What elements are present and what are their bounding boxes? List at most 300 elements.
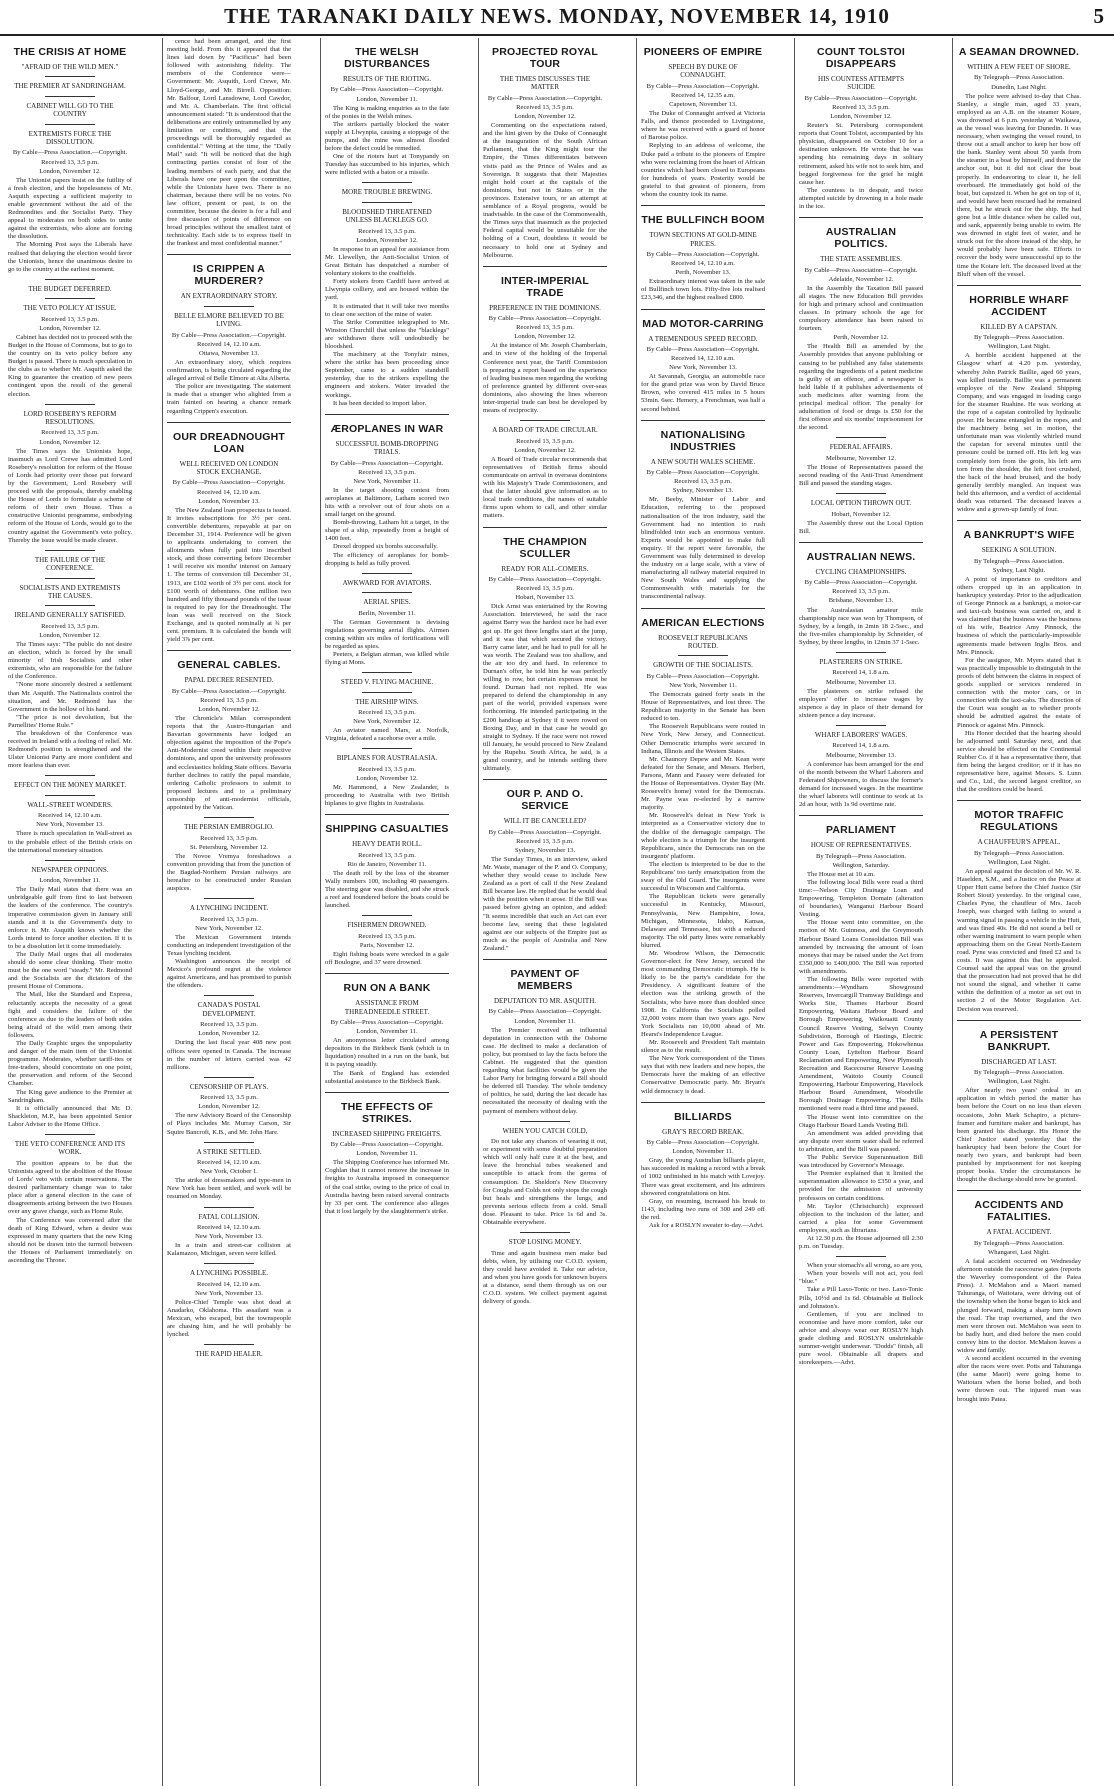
column-rule bbox=[204, 1142, 254, 1143]
article-headline: ACCIDENTS AND FATALITIES. bbox=[974, 1199, 1064, 1224]
article-dateline: Wellington, Last Night. bbox=[987, 1078, 1051, 1086]
column-2 bbox=[162, 38, 295, 1786]
article-dateline: Wellington, Last Night. bbox=[987, 343, 1051, 351]
article-paragraph: Reuter's St. Petersburg correspondent reports that Count Tolstoi, accompanied by his physician, disappeared on October 10 for a destination unknown. He wrote that he was spending his remaining days in solitary retirement, asked his wife not to seek him, and begged forgiveness for the grief he might cause her. bbox=[799, 122, 923, 186]
article-dateline: Melbourne, November 12. bbox=[826, 454, 896, 462]
column-rule bbox=[957, 1020, 1081, 1021]
article-paragraph: When your bowels will not act, you feel "blue." bbox=[799, 1270, 923, 1286]
page-number: 5 bbox=[1093, 4, 1104, 28]
column-rule bbox=[362, 202, 412, 203]
column-rule bbox=[325, 414, 449, 415]
article-dateline: London, November 11. bbox=[356, 1028, 418, 1036]
article-dateline: London, November 12. bbox=[39, 631, 101, 639]
article-paragraph: The strikers partially blocked the water supply at Llwynpia, causing a stoppage of the pumps, and the mine was almost flooded before the defect could be remedied. bbox=[325, 120, 449, 153]
article-subheading: PREFERENCE IN THE DOMINIONS. bbox=[489, 303, 601, 312]
article-subheading: BLOODSHED THREATENED UNLESS BLACKLEGS GO. bbox=[342, 207, 432, 225]
article-subheading: WALL-STREET WONDERS. bbox=[27, 800, 113, 809]
article-dateline: By Cable—Press Association.—Copyright. bbox=[487, 94, 603, 102]
article-dateline: London, November 11. bbox=[672, 1148, 734, 1156]
article-paragraph: One of the rioters hurt at Tonypandy on Tuesday has succumbed to his injuries, which were inflicted with a baton or a missile. bbox=[325, 153, 449, 177]
article-paragraph: For the assignee, Mr. Myers stated that it was practically impossible to distinguish in the proofs of debt between the claims in respect of goods supplied or services rendered in connection with the motor cars, or in connection with the taxi-cabs. The direction of the Court was sought as to whether proofs should be admitted against the estate of Pinnock or against Mrs. Pinnock. bbox=[957, 656, 1081, 729]
column-rule bbox=[204, 1344, 254, 1345]
article-dateline: By Cable—Press Association—Copyright. bbox=[646, 345, 760, 353]
column-rule bbox=[45, 795, 95, 796]
article-paragraph: Commenting on the expectations raised, and the hint given by the Duke of Connaught at the inauguration of the South African Parliament, that the King might tour the Empire, the Times differentiates between visits paid as the Prince of Wales and as Sovereign. It suggests that their Majesties might hold court at the capitals of the dominions, but not in States or in the provinces. Extensive tours, or an attempt at semblance of a Royal progress, would be inadvisable. In the case of the Commonwealth, the Times says that inasmuch as the projected Federal capital would be unsuitable for the holding of a Court, doubtless it would be necessary to hold one at Sydney and Melbourne. bbox=[483, 122, 607, 259]
article-dateline: Received 14, 12.10 a.m. bbox=[197, 340, 261, 348]
article-paragraph: The Times says the Unionists hope, inasmuch as Lord Crewe has admitted Lord Rosebery's resolution for reform of the House of Lords had priority over those put forward by the Government, Lord Rosebery will proceed with the proposals, thereby enabling the House of Lords to formulate a scheme of reform of their own House. Thus a constructive Unionist programme, embodying reform of the House of Lords, would go to the country against the Government's veto policy. Thereby the issue would be made clearer. bbox=[8, 447, 132, 544]
article-dateline: Perth, November 13. bbox=[675, 269, 731, 277]
column-6 bbox=[794, 38, 927, 1786]
article-dateline: Dunedin, Last Night. bbox=[991, 83, 1047, 91]
article-headline: IS CRIPPEN A MURDERER? bbox=[192, 263, 266, 288]
article-dateline: Whangarei, Last Night. bbox=[988, 1248, 1050, 1256]
article-headline: THE CRISIS AT HOME bbox=[13, 46, 127, 58]
article-subheading: HOUSE OF REPRESENTATIVES. bbox=[810, 841, 912, 850]
article-dateline: Hobart, November 13. bbox=[515, 594, 575, 602]
column-rule bbox=[325, 973, 449, 974]
article-dateline: Received 13, 3.5 p.m. bbox=[358, 932, 416, 940]
article-headline: THE EFFECTS OF STRIKES. bbox=[340, 1100, 434, 1125]
article-dateline: Received 13, 3.5 p.m. bbox=[516, 837, 574, 845]
article-dateline: Received 13, 3.5 p.m. bbox=[200, 1094, 258, 1102]
article-headline: A PERSISTENT BANKRUPT. bbox=[979, 1028, 1059, 1053]
article-paragraph: A horrible accident happened at the Glasgow wharf at 4.20 p.m. yesterday, whereby John Patrick Baillie, aged 60 years, was killed instantly. Baillie was a permanent employee of the New Zealand Shipping Company, and was engaged in loading cargo for the steamer Ruahine. He was working at the rope of a capstan controlled by hydraulic power. He became entangled in the ropes, and the machinery being set in motion, the unfortunate man was violently whirled round the capstan for several minutes until the pressure could be turned off. His left leg was completely torn from the groin, his left arm torn from the shoulder, the left foot crushed, the back of the head bruised, and the body generally terribly mangled. An inquest was held this afternoon, and a verdict of accidental death was returned. The deceased leaves a widow and a grown-up family of four. bbox=[957, 352, 1081, 514]
article-dateline: Ottawa, November 13. bbox=[198, 349, 260, 357]
article-subheading: THE STATE ASSEMBLIES. bbox=[820, 255, 902, 264]
column-1 bbox=[4, 38, 136, 1786]
column-rule bbox=[641, 420, 765, 421]
article-dateline: Received 14, 1.8 a.m. bbox=[832, 742, 890, 750]
article-dateline: Received 14, 12.10 a.m. bbox=[197, 1223, 261, 1231]
article-dateline: By Telegraph—Press Association. bbox=[973, 849, 1065, 857]
article-subheading: STEED V. FLYING MACHINE. bbox=[340, 678, 434, 687]
article-subheading: WELL RECEIVED ON LONDON STOCK EXCHANGE. bbox=[179, 459, 279, 476]
article-dateline: By Telegraph—Press Association. bbox=[815, 852, 907, 860]
article-paragraph: Time and again business men make bad debts, when, by utilising our C.O.D. system, they could have avoided it. Take our advice, and when you have goods for unknown buyers at a distance, send them through us on our C.O.D. system. We collect payment against delivery of goods. bbox=[483, 1249, 607, 1306]
article-subheading: HIS COUNTESS ATTEMPTS SUICIDE bbox=[818, 75, 904, 92]
column-rule bbox=[678, 655, 728, 656]
article-subheading: DEPUTATION TO MR. ASQUITH. bbox=[493, 997, 597, 1006]
article-dateline: Hobart, November 12. bbox=[831, 510, 891, 518]
article-dateline: New York, November 13. bbox=[669, 364, 737, 372]
column-rule bbox=[799, 217, 923, 218]
article-subheading: NEWSPAPER OPINIONS. bbox=[31, 865, 109, 874]
article-headline: PROJECTED ROYAL TOUR bbox=[492, 46, 598, 70]
article-subheading: BELLE ELMORE BELIEVED TO BE LIVING. bbox=[174, 311, 284, 329]
article-dateline: By Cable—Press Association—Copyright. bbox=[330, 1018, 444, 1026]
article-dateline: New York, November 12. bbox=[353, 718, 421, 726]
article-subheading: CANADA'S POSTAL DEVELOPMENT. bbox=[197, 1001, 261, 1018]
article-paragraph: Mr. Woodrow Wilson, the Democratic Governor-elect for New Jersey, secured the most commanding Democratic triumph. He is likely to be the party's candidate for the Presidency. A significant feature of the election was the striking growth of the Socialists, who have more than doubled since 1908. In California the Socialists polled 32,000 votes more than two years ago. New York Socialists ran 10,000 ahead of Mr. Hearst's Independence League. bbox=[641, 949, 765, 1038]
article-dateline: By Cable—Press Association—Copyright. bbox=[646, 469, 760, 477]
column-rule bbox=[520, 1232, 570, 1233]
column-rule bbox=[483, 266, 607, 267]
article-dateline: Berlin, November 11. bbox=[358, 609, 416, 617]
article-subheading: HEAVY DEATH ROLL. bbox=[352, 840, 422, 849]
column-rule bbox=[204, 1207, 254, 1208]
article-subheading: CABINET WILL GO TO THE COUNTRY bbox=[26, 101, 114, 119]
article-subheading: GROWTH OF THE SOCIALISTS. bbox=[653, 661, 753, 670]
article-subheading: MORE TROUBLE BREWING. bbox=[341, 188, 433, 197]
column-rule bbox=[325, 814, 449, 815]
article-paragraph: The German Government is devising regulations governing aerial flights. Airmen coming within six miles of fortifications will be regarded as spies. bbox=[325, 618, 449, 650]
article-dateline: New York, November 12. bbox=[195, 924, 263, 932]
column-rule bbox=[957, 1190, 1081, 1191]
article-dateline: London, November 12. bbox=[39, 438, 101, 446]
article-headline: COUNT TOLSTOI DISAPPEARS bbox=[817, 46, 905, 70]
article-dateline: By Cable—Press Association—Copyright. bbox=[330, 459, 444, 467]
article-subheading: STOP LOSING MONEY. bbox=[508, 1238, 582, 1247]
article-headline: THE WELSH DISTURBANCES bbox=[344, 46, 430, 70]
article-subheading: DISCHARGED AT LAST. bbox=[981, 1057, 1057, 1066]
column-rule bbox=[362, 748, 412, 749]
article-dateline: Rio de Janeiro, November 11. bbox=[347, 860, 427, 868]
article-paragraph: The Public Service Superannuation Bill was introduced by Governor's Message. bbox=[799, 1154, 923, 1170]
article-subheading: CYCLING CHAMPIONSHIPS. bbox=[815, 567, 907, 576]
article-dateline: London, November 12. bbox=[514, 113, 576, 120]
article-paragraph: Dick Arnst was entertained by the Rowing Association. Interviewed, he said the race against Barry was the hardest race he had ever got up. He got three lengths start at the jump, and it was that which secured the victory. Barry came later, and he had to pull for all he was worth. The Zealand was too shallow, and the air too dry and hard. In reference to Durnan's offer, he told him he was perfectly willing to row, but certain expenses must be found. Durnan had not replied. He was prepared to defend the championship in any part of the world, provided expenses were forthcoming. He intended participating in the £200 handicap at Sydney if it were rowed on Boxing Day, and in that case he would go straight to Sydney. If the race were not rowed till January, he would proceed to New Zealand by the Rupehu. South Africa, he said, is a grand country, and he intends settling there ultimately. bbox=[483, 603, 607, 773]
article-paragraph: The Republican tickets were generally successful in Kentucky, Missouri, Pennsylvania, New Hampshire, Iowa, Michigan, Minnesota, Idaho, Kansas, Delaware and Tennessee, but with a reduced majority. The old party lines were remarkably blurred. bbox=[641, 893, 765, 949]
column-rule bbox=[45, 124, 95, 125]
article-paragraph: The strike of dressmakers and type-men in New York has been settled, and work will be resumed on Monday. bbox=[167, 1177, 291, 1201]
column-rule bbox=[957, 520, 1081, 521]
article-headline: INTER-IMPERIAL TRADE bbox=[501, 274, 589, 299]
article-paragraph: It is estimated that it will take two months to clear one section of the mine of water. bbox=[325, 302, 449, 318]
column-rule bbox=[45, 550, 95, 551]
article-paragraph: Do not take any chances of wearing it out, or experiment with some doubtful preparation which will only half cure it at the best, and leave the bronchial tubes weakened and susceptible to attack from the germs of consumption. Dr. Sheldon's New Discovery for Coughs and Colds not only stops the cough but heals and strengthens the lungs, and prevents serious effects from a cold. Small dose. Pleasant to take. Price 1s 6d and 3s. Obtainable everywhere. bbox=[483, 1138, 607, 1226]
column-rule bbox=[836, 1256, 886, 1257]
article-dateline: Received 13, 3.5 p.m. bbox=[358, 709, 416, 717]
article-subheading: WILL IT BE CANCELLED? bbox=[503, 817, 587, 826]
article-dateline: By Cable—Press Association—Copyright. bbox=[646, 672, 760, 680]
article-dateline: Adelaide, November 12. bbox=[828, 275, 894, 283]
article-paragraph: The House went into committee on the Otago Harbour Board Lands Vesting Bill. bbox=[799, 1113, 923, 1129]
column-rule bbox=[836, 437, 886, 438]
newspaper-columns bbox=[4, 38, 1110, 1786]
article-headline: A BANKRUPT'S WIFE bbox=[963, 529, 1075, 542]
article-dateline: Received 13, 3.5 p.m. bbox=[358, 468, 416, 476]
article-paragraph: The Morning Post says the Liberals have realised that delaying the election would favor the Unionists, hence the unanimous desire to go to the country at the earliest moment. bbox=[8, 241, 132, 273]
article-paragraph: Forty stokers from Cardiff have arrived at Llwynpia colliery, and are housed within the yard. bbox=[325, 278, 449, 302]
article-paragraph: The House of Representatives passed the second reading of the Anti-Trust Amendment Bill and passed the standing stages. bbox=[799, 463, 923, 488]
article-paragraph: The Daily Mail urges that all moderates should do some clear thinking. Their motto must be the one word "steady." Mr. Redmond and the Socialists are the dictators of the present House of Commons. bbox=[8, 950, 132, 991]
article-paragraph: Mr. Roosevelt and President Taft maintain silence as to the result. bbox=[641, 1039, 765, 1055]
article-paragraph: Gentlemen, if you are inclined to economise and have more comfort, take our advice and always wear our ROSLYN high grade clothing and ROSLYN unshrinkable summer-weight underwear. "Dodds" finish, all pure wool. Obtainable all drapers and storekeepers.—Advt. bbox=[799, 1310, 923, 1367]
column-rule bbox=[204, 995, 254, 996]
article-paragraph: The new Advisory Board of the Censorship of Plays includes Mr. Murray Carson, Sir Squire Bancroft, K.B., and Mr. John Hare. bbox=[167, 1112, 291, 1136]
article-paragraph: The King gave audience to the Premier at Sandringham. bbox=[8, 1088, 132, 1104]
article-paragraph: Gray, on resuming, increased his break to 1143, including two runs of 300 and 249 off the red. bbox=[641, 1197, 765, 1221]
article-dateline: Sydney, November 13. bbox=[672, 487, 734, 495]
article-paragraph: The Duke of Connaught arrived at Victoria Falls, and thence proceeded to Livingstone, where he was received with a guard of honor of Barotse police. bbox=[641, 110, 765, 142]
column-rule bbox=[520, 420, 570, 421]
article-dateline: New York, November 13. bbox=[195, 1233, 263, 1241]
column-rule bbox=[45, 96, 95, 97]
article-dateline: New York, November 11. bbox=[353, 477, 421, 485]
article-headline: PAYMENT OF MEMBERS bbox=[510, 968, 580, 993]
column-5 bbox=[636, 38, 769, 1786]
article-subheading: THE BUDGET DEFERRED. bbox=[28, 284, 112, 293]
article-paragraph: The Shipping Conference has informed Mr. Coghlan that it cannot remove the increase in freights to Australia imposed in consequence of the coal strike, owing to the price of coal in Australia having been raised several contracts by 33 per cent. The conference also alleges that it lost largely by the slaughtermen's strike. bbox=[325, 1159, 449, 1215]
column-rule bbox=[362, 573, 412, 574]
article-dateline: Wellington, Saturday. bbox=[832, 861, 890, 869]
article-paragraph: His Honor decided that the hearing should be adjourned until Saturday next, and that service should be effected on the Continental Rubber Co. if it has a representative there, that firm being the largest creditor; or if it has no representative here, against Messrs. S. Lunn and Co., Ltd., the second largest creditor, so that the creditors could be heard. bbox=[957, 729, 1081, 794]
article-paragraph: The New Zealand loan prospectus is issued. It invites subscriptions for 3½ per cent. convertible debentures, repayable at par on December 31, 1914. Preference will be given to applicants undertaking to convert the allotments when fully paid into inscribed stock, and those converting before December 1 will receive six months' interest on January 1. The terms of conversion till December 31, 1913, are £102 worth of 3½ per cent. stock for £100 worth of debentures. One million two hundred and fifty thousand pounds of the issue is required to pay for the Dreadnought. The loan was well received on the Stock Exchange, and is quoted nominally at ¾ per cent. premium. It is calculated the bonds will yield 3⅞ per cent. bbox=[167, 506, 291, 644]
article-dateline: Received 14, 12.10 a.m. bbox=[671, 355, 735, 362]
article-dateline: Paris, November 12. bbox=[359, 941, 415, 949]
article-dateline: By Cable—Press Association—Copyright. bbox=[488, 828, 602, 836]
article-paragraph: Mr. Hammond, a New Zealander, is proceeding to Australia with two British biplanes to give flights in Australasia. bbox=[325, 784, 449, 808]
article-paragraph: Drexel dropped six bombs successfully. bbox=[333, 543, 438, 551]
article-paragraph: The Unionist papers insist on the futility of a fresh election, and the hopelessness of Mr. Asquith expecting a sufficient majority to enable government without the aid of the Redmondites and the Socialist Party. They appeal to moderates on both sides to unite against the extremists, who alone are forcing the dissolution. bbox=[8, 176, 132, 241]
article-subheading: INCREASED SHIPPING FREIGHTS. bbox=[332, 1129, 442, 1138]
article-dateline: New York, November 13. bbox=[36, 821, 104, 829]
article-dateline: Melbourne, November 13. bbox=[826, 678, 896, 686]
article-dateline: By Cable—Press Association.—Copyright. bbox=[171, 687, 287, 695]
article-paragraph: A Board of Trade circular recommends that representatives of British firms should communicate on arrival in overseas dominions with his Majesty's Trade Commissioners, and that the latter should give information as to local trade conditions, the names of suitable firms upon whom to call, and other similar matters. bbox=[483, 455, 607, 520]
article-paragraph: Washington announces the receipt of Mexico's profound regret at the violence against Americans, and has promised to punish the offenders. bbox=[167, 958, 291, 990]
article-paragraph: cence had been arranged, and the first meeting held. From this it appeared that the lines laid down by "Pacificus" had been followed with astonishing fidelity. The members of the Conference were—Government: Mr. Asquith, Lord Crewe, Mr. Lloyd-George, and Mr. Birrell. Opposition: Mr. Balfour, Lord Lansdowne, Lord Cawdor, and Mr. A. Chamberlain. The first official announcement stated: "It is understood that the deliberations are entirely untrammelled by any limitation or conditions, and that the proceedings will be thoroughly regarded as confidential." Writing at the time, the "Daily Mail" said: "It will be noticed that the high contracting parties consist of four of the leading members of each party, and that the Liberals have one peer upon the committee, while the Unionists have two. There is no chairman, because there will be no votes. No law officer, present or past, is on the committee, because the desire is for a full and free discussion of points of difference on broad principles without the smallest taint of technicality. Each side is to express itself in the frankest and most confidential manner." bbox=[167, 38, 291, 248]
article-paragraph: When your stomach's all wrong, so are you, bbox=[807, 1262, 923, 1270]
article-paragraph: A point of importance to creditors and others cropped up in an application in bankruptcy yesterday. Prior to the adjudication of George Pinnock as a bankrupt, a motor-car and taxi-cab business was carried on, and it was claimed that the business was the business of his wife, Beatrice Amy Pinnock, the business of which the particularly-impossible agreements made between Inglis Bros. and Mrs. Pinnock. bbox=[957, 575, 1081, 656]
article-dateline: By Cable—Press Association—Copyright. bbox=[646, 1139, 760, 1147]
column-rule bbox=[204, 1263, 254, 1264]
article-dateline: New York, November 13. bbox=[195, 1289, 263, 1297]
article-dateline: Received 13, 3.5 p.m. bbox=[832, 103, 890, 111]
article-dateline: By Cable—Press Association—Copyright. bbox=[646, 82, 760, 90]
article-paragraph: The Roosevelt Republicans were routed in New York, New Jersey, and Connecticut. Other Democratic triumphs were secured in Indiana, Illinois and the Western States. bbox=[641, 723, 765, 755]
article-paragraph: The plasterers on strike refused the employers' offer to increase wages by sixpence a day in place of their demand for sixteen pence a day increase. bbox=[799, 687, 923, 719]
article-paragraph: The Times says: "The public do not desire an election, which is forced by the small minority of Irish Socialists and other extremists, who are responsible for the failure of the Conference. bbox=[8, 640, 132, 681]
article-headline: NATIONALISING INDUSTRIES bbox=[660, 428, 746, 453]
article-dateline: By Cable—Press Association—Copyright. bbox=[804, 579, 918, 587]
article-paragraph: The Daily Mail states that there was an unbridgeable gulf from first to last between the leaders of the conference. The country's imperative commission given in January still stands and it is the Government's duty to enforce it. Mr. Asquith knows whether the Lords intend to force another election. If it is to be a dissolution let it come immediately. bbox=[8, 886, 132, 950]
article-dateline: By Cable—Press Association—Copyright. bbox=[804, 266, 918, 274]
article-dateline: Received 14, 12.10 a.m. bbox=[197, 1280, 261, 1288]
article-dateline: New York, November 11. bbox=[669, 681, 737, 689]
article-paragraph: Bomb-throwing, Latham hit a target, in the shape of a ship, repeatedly from a height of 1400 feet. bbox=[325, 519, 449, 543]
article-subheading: IRELAND GENERALLY SATISFIED. bbox=[14, 611, 126, 620]
article-paragraph: The Bank of England has extended substantial assistance to the Birkbeck Bank. bbox=[325, 1069, 449, 1085]
article-paragraph: The House went into committee, on the motion of Mr. Guinness, and the Greymouth Harbour Board Loans Consolidation Bill was amended by increasing the amount of loan moneys that may be raised under the Act from £350,000 to £400,000. The Bill was reported with amendments. bbox=[799, 919, 923, 975]
column-rule bbox=[836, 652, 886, 653]
column-rule bbox=[204, 817, 254, 818]
article-subheading: PLASTERERS ON STRIKE. bbox=[819, 658, 903, 667]
article-dateline: London, November 12. bbox=[356, 236, 418, 244]
article-dateline: Received 13, 3.5 p.m. bbox=[200, 834, 258, 842]
article-paragraph: Eight fishing boats were wrecked in a gale off Boulogne, and 37 were drowned. bbox=[325, 950, 449, 967]
article-paragraph: In the Assembly the Taxation Bill passed all stages. The new Education Bill provides for high and primary school and continuation classes. In primary schools the age for compulsory attendance has been raised to fourteen. bbox=[799, 284, 923, 333]
article-paragraph: An amendment was added providing that any dispute over storm water shall be referred to arbitration, and the Bill was passed. bbox=[799, 1129, 923, 1153]
article-dateline: Sydney, Last Night. bbox=[992, 566, 1046, 574]
article-dateline: London, November 12. bbox=[514, 446, 576, 454]
article-dateline: By Telegraph—Press Association. bbox=[973, 1069, 1065, 1077]
column-rule bbox=[957, 800, 1081, 801]
article-paragraph: Gray, the young Australian billiards player, has succeeded in making a record with a break of 1002 unfinished in his match with Lovejoy. There was great excitement, and his admirers showered congratulations on him. bbox=[641, 1157, 765, 1197]
article-headline: ÆROPLANES IN WAR bbox=[330, 422, 444, 435]
column-4 bbox=[478, 38, 611, 1786]
article-paragraph: Mr. Roosevelt's defeat in New York is interpreted as a Conservative victory due to the dislike of the demagogic campaign. The whole election is a triumph for the insurgent Republicans, since the Democrats ran on the insurgents' platform. bbox=[641, 812, 765, 860]
article-paragraph: The death roll by the loss of the steamer Wally numbers 100, including 40 passengers. The steering gear was disabled, and she struck a reef and foundered before the boats could be launched. bbox=[325, 869, 449, 910]
column-rule bbox=[45, 605, 95, 606]
article-dateline: By Cable—Press Association—Copyright. bbox=[804, 94, 918, 102]
article-paragraph: The Assembly threw out the Local Option Bill. bbox=[799, 519, 923, 535]
article-subheading: EXTREMISTS FORCE THE DISSOLUTION. bbox=[28, 129, 112, 147]
article-dateline: London, November 12. bbox=[39, 167, 101, 175]
article-dateline: Wellington, Last Night. bbox=[987, 858, 1051, 866]
article-headline: GENERAL CABLES. bbox=[177, 659, 281, 672]
article-paragraph: An appeal against the decision of Mr. W. R. Haselden, S.M., and a Justice on the Peace at Upper Hutt came before the Chief Justice (Sir Robert Stout) yesterday. In the original case, Charles Pyne, the chauffeur of Mrs. Jacob Joseph, was charged with failing to sound a warning signal in passing a vehicle in the Hutt, and was fined 40s. He did not sound a bell or other warning instrument to warn people when approaching them on the Great North-Eastern road. Pyne was convicted and fined £2 and 1s costs. It was against this that he appealed. Counsel said the appeal was on the ground that the prosecution had not proved that he did not sound the signal, and whether it came within the definition of a motor as set out in section 2 of the Motor Regulation Act. Decision was reserved. bbox=[957, 867, 1081, 1013]
article-headline: PARLIAMENT bbox=[825, 824, 897, 837]
article-paragraph: The following local Bills were read a third time:—Nelson City Drainage Loan and Empowering, Templeton Domain (alteration of boundaries), Wanganui Harbour Board Vesting. bbox=[799, 878, 923, 919]
article-paragraph: At 12.30 p.m. the House adjourned till 2.30 p.m. on Tuesday. bbox=[799, 1234, 923, 1251]
article-paragraph: The Premier explained that it limited the superannuation allowance to £350 a year, and provided for the admission of university professors on certain conditions. bbox=[799, 1170, 923, 1202]
article-subheading: AN EXTRAORDINARY STORY. bbox=[180, 292, 278, 301]
article-headline: OUR P. AND O. SERVICE bbox=[506, 788, 584, 813]
article-dateline: Received 13, 3.5 p.m. bbox=[200, 915, 258, 923]
article-dateline: London, November 12. bbox=[514, 333, 576, 341]
article-paragraph: It is officially announced that Mr. D. Shackleton, M.P., has been appointed Senior Labor Adviser to the Home Office. bbox=[8, 1104, 132, 1128]
article-dateline: London, November 13. bbox=[198, 497, 260, 505]
article-paragraph: A fatal accident occurred on Wednesday afternoon outside the racecourse gates (reports the Waverley correspondent of the Patea Press). J. McMahon and a Maori named Tahuranga, of Waitotara, were driving out of the township when the horse began to kick and plunged forward, making a sharp turn down the road. The trap overturned, and the two men were thrown out. McMahon was seen to be badly hurt, and died before the men could convey him to the doctor. McMahon leaves a widow and family. bbox=[957, 1257, 1081, 1354]
article-paragraph: The position appears to be that the Unionists agreed to the abolition of the House of Lords' veto with certain reservations. The desired parliamentary change was to take place after a general election in the case of disagreements arising between the two Houses over any grave change, such as Home Rule. bbox=[8, 1159, 132, 1216]
article-dateline: By Cable—Press Association.—Copyright. bbox=[171, 331, 287, 339]
article-dateline: London, November 12. bbox=[198, 1030, 260, 1038]
article-paragraph: The Conference was convened after the death of King Edward, when a desire was expressed in many quarters that the new King should not be drawn into the turmoil between the Houses of Parliament immediately on ascending the Throne. bbox=[8, 1216, 132, 1264]
article-subheading: THE PERSIAN EMBROGLIO. bbox=[184, 823, 274, 832]
article-dateline: Received 13, 3.5 p.m. bbox=[200, 696, 258, 704]
column-rule bbox=[45, 76, 95, 77]
column-rule bbox=[167, 650, 291, 651]
article-dateline: Melbourne, November 13. bbox=[826, 751, 896, 759]
article-subheading: TOWN SECTIONS AT GOLD-MINE PRICES. bbox=[649, 231, 757, 248]
article-dateline: London, November 12. bbox=[356, 774, 418, 782]
article-dateline: London, November 12. bbox=[830, 113, 892, 120]
article-paragraph: In response to an appeal for assistance from Mr. Llewellyn, the Anti-Socialist Union of Great Britain has despatched a number of voluntary stokers to the coalfields. bbox=[325, 245, 449, 278]
article-dateline: Received 13, 3.5 p.m. bbox=[41, 622, 99, 630]
column-rule bbox=[641, 1102, 765, 1103]
article-headline: PIONEERS OF EMPIRE bbox=[643, 46, 763, 58]
article-paragraph: It has been decided to import labor. bbox=[333, 399, 427, 407]
article-dateline: By Cable—Press Association—Copyright. bbox=[646, 250, 760, 258]
article-dateline: London, November 12. bbox=[198, 1103, 260, 1111]
article-paragraph: A second accident occurred in the evening after the races were over. Potts and Tahuranga (the same Maori) were going home to Waitotara when the horse bolted, and both were thrown out. The injured man was brought into Patea. bbox=[957, 1355, 1081, 1403]
article-dateline: Sydney, November 13. bbox=[514, 846, 576, 854]
article-subheading: A STRIKE SETTLED. bbox=[196, 1147, 262, 1156]
article-paragraph: The countess is in despair, and twice attempted suicide by drowning in a hole made in the ice. bbox=[799, 186, 923, 211]
article-dateline: Received 14, 1.8 a.m. bbox=[832, 669, 890, 677]
article-dateline: Received 13, 3.5 p.m. bbox=[516, 585, 574, 593]
article-paragraph: The New York correspondent of the Times says that with new leaders and new hopes, the Democrats have the making of an effective Conservative Democratic party. Mr. Bryan's wild democracy is dead. bbox=[641, 1055, 765, 1095]
article-paragraph: The House met at 10 a.m. bbox=[807, 870, 875, 878]
article-paragraph: An anonymous letter circulated among depositors in the Birkbeck Bank (which is in liquidation) resulted in a run on the bank, but it is paying steadily. bbox=[325, 1037, 449, 1069]
article-paragraph: "None more sincerely desired a settlement than Mr. Asquith. The Nationalists control the situation, and Mr. Redmond has the Government in the hollow of his hand. bbox=[8, 681, 132, 713]
article-dateline: By Telegraph—Press Association. bbox=[973, 1239, 1065, 1247]
article-dateline: By Cable—Press Association.—Copyright. bbox=[12, 149, 128, 157]
article-subheading: BIPLANES FOR AUSTRALASIA. bbox=[336, 754, 438, 763]
article-headline: A SEAMAN DROWNED. bbox=[958, 46, 1080, 58]
article-paragraph: The Mexican Government intends conducting an independent investigation of the Texas lynching incident. bbox=[167, 933, 291, 957]
article-headline: AUSTRALIAN POLITICS. bbox=[825, 226, 897, 251]
article-subheading: THE VETO CONFERENCE AND ITS WORK. bbox=[14, 1140, 126, 1157]
article-dateline: Received 14, 12.10 a.m. bbox=[671, 260, 735, 268]
column-rule bbox=[799, 542, 923, 543]
article-paragraph: The breakdown of the Conference was received in Ireland with a feeling of relief. Mr. Redmond's position is strengthened and the Ulster Unionist Party are more confident and more fearless than ever. bbox=[8, 729, 132, 770]
article-subheading: CENSORSHIP OF PLAYS. bbox=[189, 1082, 269, 1091]
article-dateline: Received 13, 3.5 p.m. bbox=[674, 478, 732, 486]
column-rule bbox=[204, 306, 254, 307]
column-3 bbox=[320, 38, 453, 1786]
column-rule bbox=[45, 775, 95, 776]
article-dateline: Received 13, 3.5 p.m. bbox=[516, 103, 574, 111]
article-dateline: London, November 12. bbox=[39, 324, 101, 332]
column-rule bbox=[167, 422, 291, 423]
article-paragraph: Police-Chief Temple was shot dead at Anadarko, Oklahoma. His assailant was a Mexican, who escaped, but the townspeople are chasing him, and he will probably be lynched. bbox=[167, 1298, 291, 1339]
article-dateline: Received 13, 3.5 p.m. bbox=[41, 429, 99, 437]
column-rule bbox=[836, 493, 886, 494]
article-paragraph: The Sunday Times, in an interview, asked Mr. Waste, manager of the P. and O. Company, whether they would cease to include New Zealand as a port of call if the New Zealand Bill became law. He replied that he would deal with the position when it arose. If the Bill was passed before giving an opinion, and added: "It seems incredible that such an Act can ever become law, seeing that these legislated against are our subjects of the Empire just as much as the people of Australia and New Zealand." bbox=[483, 855, 607, 952]
article-dateline: By Cable—Press Association—Copyright. bbox=[330, 1141, 444, 1149]
article-paragraph: Peeters, a Belgian airman, was killed while flying at Mons. bbox=[325, 651, 449, 667]
article-subheading: A LYNCHING POSSIBLE. bbox=[189, 1269, 269, 1278]
article-headline: OUR DREADNOUGHT LOAN bbox=[172, 430, 286, 455]
article-dateline: Received 13, 3.5 p.m. bbox=[516, 437, 574, 445]
article-dateline: By Cable—Press Association—Copyright. bbox=[488, 1008, 602, 1016]
article-paragraph: The Chronicle's Milan correspondent reports that the Austro-Hungarian and Bavarian governments have lodged an objection against the imposition of the Pope's Anti-Modernist creed within their respective dominions, and upon the university professors and ecclesiastics holding State offices. Bavaria further declines to ratify the papal mandate, ordering Catholic professors to submit to proposed lectures and to a preliminary censorship of anti-modernist officials, appointed by the Vatican. bbox=[167, 714, 291, 811]
article-subheading: AERIAL SPIES. bbox=[363, 598, 411, 607]
article-paragraph: The efficiency of aeroplanes for bomb-dropping is held as fully proved. bbox=[325, 551, 449, 567]
article-subheading: THE RAPID HEALER. bbox=[195, 1350, 263, 1359]
article-subheading: A FATAL ACCIDENT. bbox=[986, 1228, 1052, 1237]
article-dateline: St. Petersburg, November 12. bbox=[190, 843, 268, 851]
article-subheading: RESULTS OF THE RIOTING. bbox=[343, 75, 431, 83]
article-dateline: New York, October 1. bbox=[200, 1168, 258, 1176]
article-paragraph: The police were advised to-day that Chas. Stanley, a single man, aged 33 years, employed as an A.B. on the steamer Kotare, was drowned at 6 p.m. yesterday at Waikawa, as the vessel was leaving for Dunedin. It was necessary, when swinging the vessel round, to throw out a small anchor to keep her bow off the bank. Stanley went about 50 yards from the steamer in a boat by himself, and threw the anchor out, but it did not clear the boat properly. In endeavoring to clear it, he fell overboard. He immediately got hold of the boat, but capsized it. When he got on top of it, and would have been rescued had he remained there, but he struck out for the ship. He had gone but a little distance when he called out, and sank, apparently being unable to swim. He was drowned in eight feet of water, and he struck out for the shore instead of the ship, he would probably have been safe. Efforts to recover the body were unsuccessful up to the time the Kotare left. The deceased lived at the Bluff when off the vessel. bbox=[957, 92, 1081, 278]
article-dateline: Received 13, 3.5 p.m. bbox=[358, 851, 416, 859]
column-rule bbox=[167, 254, 291, 255]
column-rule bbox=[45, 404, 95, 405]
article-subheading: A BOARD OF TRADE CIRCULAR. bbox=[492, 426, 598, 435]
article-dateline: London, November 11. bbox=[356, 1150, 418, 1158]
article-subheading: "AFRAID OF THE WILD MEN." bbox=[21, 63, 119, 71]
article-paragraph: The machinery at the Tonyfair mines, where the strike has been proceeding since September, came to a sudden standstill yesterday, due to the strikers expelling the engineers and stokers. Water invaded the workings. bbox=[325, 351, 449, 399]
article-dateline: London, November 12. bbox=[198, 705, 260, 713]
article-subheading: SOCIALISTS AND EXTREMISTS THE CAUSES. bbox=[19, 583, 121, 600]
column-rule bbox=[799, 815, 923, 816]
article-paragraph: The Australasian amateur mile championship race was won by Thompson, of Sydney, by a length, in 2min 18 2-5sec., and the five-miles championship by Schneider, of Sydney, by three lengths, in 12min 37 1-5sec. bbox=[799, 606, 923, 646]
column-rule bbox=[520, 1121, 570, 1122]
article-dateline: Capetown, November 13. bbox=[669, 101, 737, 108]
column-rule bbox=[957, 285, 1081, 286]
article-headline: THE BULLFINCH BOOM bbox=[641, 214, 765, 227]
article-dateline: Received 13, 3.5 p.m. bbox=[41, 158, 99, 166]
article-dateline: Received 13, 3.5 p.m. bbox=[516, 324, 574, 332]
article-paragraph: In the target shooting contest from aeroplanes at Baltimore, Latham scored two hits with a revolver out of four shots on a small target on the ground. bbox=[325, 486, 449, 519]
article-subheading: GRAY'S RECORD BREAK. bbox=[662, 1127, 744, 1136]
article-headline: BILLIARDS bbox=[674, 1110, 732, 1123]
article-headline: AUSTRALIAN NEWS. bbox=[806, 550, 916, 563]
column-rule bbox=[362, 182, 412, 183]
article-subheading: PAPAL DECREE RESENTED. bbox=[184, 676, 274, 685]
article-subheading: FATAL COLLISION. bbox=[198, 1212, 260, 1221]
article-paragraph: An aviator named Mars, at Norfolk, Virginia, defeated a racehorse over a mile. bbox=[325, 727, 449, 743]
article-subheading: ROOSEVELT REPUBLICANS ROUTED. bbox=[658, 633, 748, 650]
article-headline: AMERICAN ELECTIONS bbox=[641, 616, 765, 629]
article-paragraph: A conference has been arranged for the end of the month between the Wharf Laborers and Federated Shipowners, to discuss the former's demand for increased wages. In the meantime the wharf laborers will continue to work at 1s 2d an hour, with 1s 9d overtime rate. bbox=[799, 760, 923, 809]
column-rule bbox=[483, 527, 607, 528]
column-rule bbox=[362, 915, 412, 916]
article-dateline: Brisbane, November 13. bbox=[828, 597, 894, 605]
